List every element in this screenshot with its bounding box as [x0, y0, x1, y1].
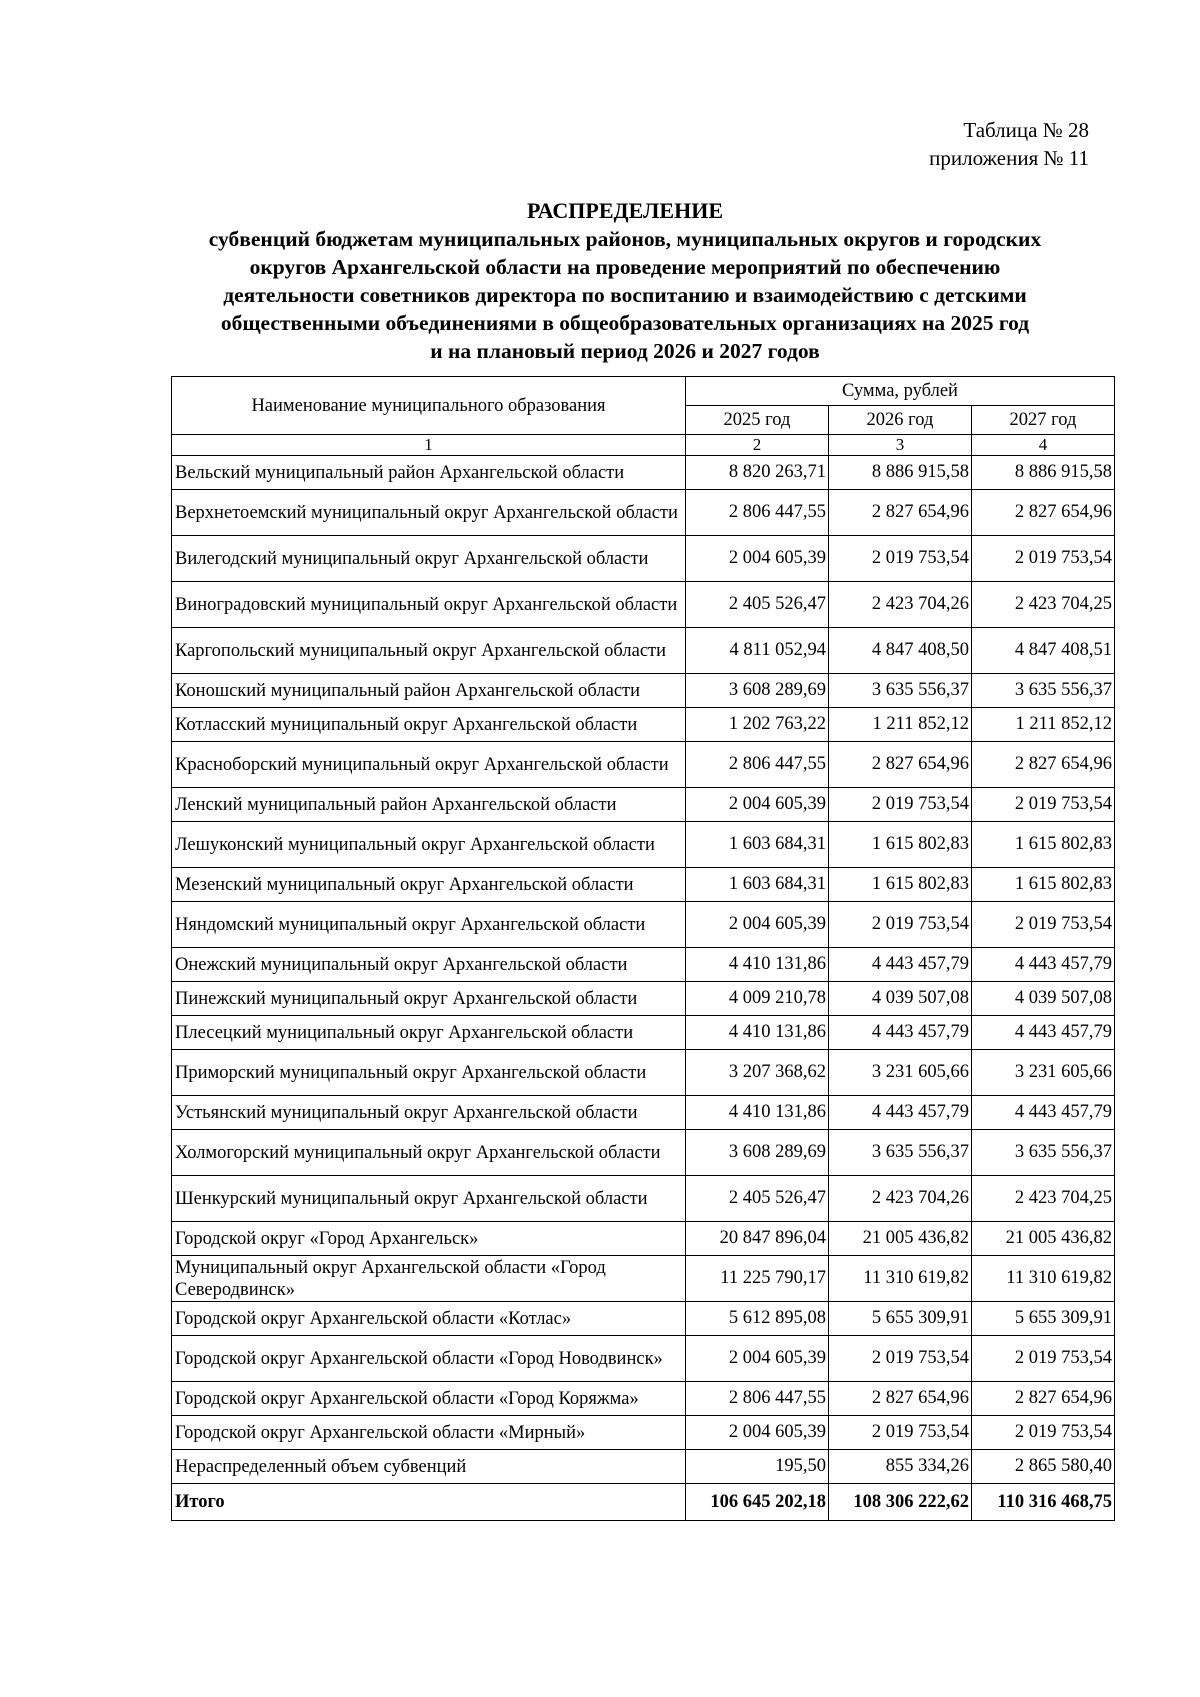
table-row — [172, 788, 1115, 822]
table-row — [172, 1050, 1115, 1096]
total-2025-cell: 106 645 202,18 — [686, 1484, 829, 1521]
title-line-5: и на плановый период 2026 и 2027 годов — [430, 339, 820, 363]
municipality-name-cell: Муниципальный округ Архангельской области «Город Северодвинск» — [172, 1256, 686, 1302]
amount-2025-cell: 4 410 131,86 — [686, 948, 829, 982]
amount-2027-cell: 2 019 753,54 — [972, 536, 1115, 582]
municipality-name-cell: Городской округ Архангельской области «Мирный» — [172, 1416, 686, 1450]
column-header-2025: 2025 год — [686, 406, 829, 435]
municipality-name-cell: Городской округ «Город Архангельск» — [172, 1222, 686, 1256]
amount-2026-cell: 2 019 753,54 — [829, 788, 972, 822]
amount-2027-cell: 4 443 457,79 — [972, 948, 1115, 982]
amount-2027-cell: 2 827 654,96 — [972, 490, 1115, 536]
table-row — [172, 1336, 1115, 1382]
amount-2026-cell: 21 005 436,82 — [829, 1222, 972, 1256]
amount-2025-cell: 4 009 210,78 — [686, 982, 829, 1016]
municipality-name-cell: Ленский муниципальный район Архангельской области — [172, 788, 686, 822]
amount-2025-cell: 3 608 289,69 — [686, 674, 829, 708]
total-2027-cell: 110 316 468,75 — [972, 1484, 1115, 1521]
subvention-table-wrapper — [171, 376, 1114, 1521]
column-index-row — [172, 435, 1115, 456]
amount-2026-cell: 5 655 309,91 — [829, 1302, 972, 1336]
amount-2027-cell: 11 310 619,82 — [972, 1256, 1115, 1302]
municipality-name-cell: Виноградовский муниципальный округ Архангельской области — [172, 582, 686, 628]
table-row — [172, 982, 1115, 1016]
table-row — [172, 1016, 1115, 1050]
amount-2027-cell: 2 019 753,54 — [972, 788, 1115, 822]
amount-2027-cell: 2 423 704,25 — [972, 582, 1115, 628]
amount-2025-cell: 1 202 763,22 — [686, 708, 829, 742]
subvention-table — [171, 376, 1115, 1521]
amount-2025-cell: 2 004 605,39 — [686, 788, 829, 822]
table-reference — [929, 116, 1089, 172]
amount-2027-cell: 2 865 580,40 — [972, 1450, 1115, 1484]
table-row — [172, 948, 1115, 982]
municipality-name-cell: Котласский муниципальный округ Архангельской области — [172, 708, 686, 742]
amount-2027-cell: 3 635 556,37 — [972, 674, 1115, 708]
amount-2027-cell: 2 019 753,54 — [972, 1416, 1115, 1450]
municipality-name-cell: Шенкурский муниципальный округ Архангельской области — [172, 1176, 686, 1222]
municipality-name-cell: Устьянский муниципальный округ Архангельской области — [172, 1096, 686, 1130]
table-row — [172, 742, 1115, 788]
municipality-name-cell: Онежский муниципальный округ Архангельской области — [172, 948, 686, 982]
municipality-name-cell: Няндомский муниципальный округ Архангельской области — [172, 902, 686, 948]
table-row — [172, 456, 1115, 490]
municipality-name-cell: Городской округ Архангельской области «Город Коряжма» — [172, 1382, 686, 1416]
amount-2026-cell: 4 039 507,08 — [829, 982, 972, 1016]
amount-2026-cell: 4 443 457,79 — [829, 1096, 972, 1130]
amount-2026-cell: 1 615 802,83 — [829, 822, 972, 868]
table-row — [172, 868, 1115, 902]
amount-2026-cell: 2 827 654,96 — [829, 1382, 972, 1416]
municipality-name-cell: Холмогорский муниципальный округ Архангельской области — [172, 1130, 686, 1176]
column-header-name: Наименование муниципального образования — [172, 377, 686, 435]
amount-2026-cell: 8 886 915,58 — [829, 456, 972, 490]
title-line-2: округов Архангельской области на проведение мероприятий по обеспечению — [249, 255, 1001, 279]
table-row — [172, 1096, 1115, 1130]
amount-2025-cell: 5 612 895,08 — [686, 1302, 829, 1336]
amount-2027-cell: 8 886 915,58 — [972, 456, 1115, 490]
table-row — [172, 708, 1115, 742]
amount-2027-cell: 2 019 753,54 — [972, 1336, 1115, 1382]
table-row — [172, 902, 1115, 948]
amount-2026-cell: 2 423 704,26 — [829, 582, 972, 628]
municipality-name-cell: Приморский муниципальный округ Архангельской области — [172, 1050, 686, 1096]
municipality-name-cell: Коношский муниципальный район Архангельской области — [172, 674, 686, 708]
amount-2026-cell: 2 019 753,54 — [829, 902, 972, 948]
amount-2025-cell: 8 820 263,71 — [686, 456, 829, 490]
total-label-cell: Итого — [172, 1484, 686, 1521]
amount-2025-cell: 1 603 684,31 — [686, 822, 829, 868]
amount-2025-cell: 1 603 684,31 — [686, 868, 829, 902]
amount-2026-cell: 2 019 753,54 — [829, 536, 972, 582]
amount-2027-cell: 1 615 802,83 — [972, 822, 1115, 868]
amount-2025-cell: 2 004 605,39 — [686, 1416, 829, 1450]
table-row — [172, 1416, 1115, 1450]
municipality-name-cell: Мезенский муниципальный округ Архангельской области — [172, 868, 686, 902]
amount-2026-cell: 3 635 556,37 — [829, 1130, 972, 1176]
municipality-name-cell: Каргопольский муниципальный округ Архангельской области — [172, 628, 686, 674]
column-index: 1 — [172, 435, 686, 456]
column-index: 3 — [829, 435, 972, 456]
amount-2027-cell: 2 827 654,96 — [972, 742, 1115, 788]
amount-2025-cell: 195,50 — [686, 1450, 829, 1484]
amount-2026-cell: 4 443 457,79 — [829, 1016, 972, 1050]
table-body — [172, 435, 1115, 1521]
amount-2027-cell: 4 443 457,79 — [972, 1016, 1115, 1050]
column-index: 2 — [686, 435, 829, 456]
amount-2027-cell: 3 635 556,37 — [972, 1130, 1115, 1176]
amount-2025-cell: 2 004 605,39 — [686, 1336, 829, 1382]
amount-2027-cell: 4 443 457,79 — [972, 1096, 1115, 1130]
table-row — [172, 582, 1115, 628]
amount-2027-cell: 21 005 436,82 — [972, 1222, 1115, 1256]
amount-2027-cell: 2 423 704,25 — [972, 1176, 1115, 1222]
municipality-name-cell: Верхнетоемский муниципальный округ Архангельской области — [172, 490, 686, 536]
amount-2027-cell: 2 019 753,54 — [972, 902, 1115, 948]
column-index: 4 — [972, 435, 1115, 456]
table-row — [172, 674, 1115, 708]
column-header-2027: 2027 год — [972, 406, 1115, 435]
title-main: РАСПРЕДЕЛЕНИЕ — [526, 198, 723, 223]
table-row — [172, 1256, 1115, 1302]
municipality-name-cell: Красноборский муниципальный округ Архангельской области — [172, 742, 686, 788]
municipality-name-cell: Нераспределенный объем субвенций — [172, 1450, 686, 1484]
total-row — [172, 1484, 1115, 1521]
municipality-name-cell: Вилегодский муниципальный округ Архангельской области — [172, 536, 686, 582]
amount-2027-cell: 3 231 605,66 — [972, 1050, 1115, 1096]
table-number: Таблица № 28 — [963, 118, 1089, 142]
amount-2025-cell: 2 806 447,55 — [686, 490, 829, 536]
table-row — [172, 628, 1115, 674]
amount-2025-cell: 11 225 790,17 — [686, 1256, 829, 1302]
amount-2026-cell: 1 615 802,83 — [829, 868, 972, 902]
municipality-name-cell: Плесецкий муниципальный округ Архангельской области — [172, 1016, 686, 1050]
amount-2027-cell: 2 827 654,96 — [972, 1382, 1115, 1416]
amount-2027-cell: 4 039 507,08 — [972, 982, 1115, 1016]
table-row — [172, 1130, 1115, 1176]
column-header-2026: 2026 год — [829, 406, 972, 435]
table-row — [172, 1382, 1115, 1416]
amount-2025-cell: 4 410 131,86 — [686, 1096, 829, 1130]
title-line-1: субвенций бюджетам муниципальных районов, муниципальных округов и городских — [208, 227, 1042, 251]
amount-2026-cell: 2 827 654,96 — [829, 490, 972, 536]
municipality-name-cell: Городской округ Архангельской области «Город Новодвинск» — [172, 1336, 686, 1382]
column-header-sum: Сумма, рублей — [686, 377, 1115, 406]
amount-2025-cell: 20 847 896,04 — [686, 1222, 829, 1256]
amount-2026-cell: 3 231 605,66 — [829, 1050, 972, 1096]
amount-2025-cell: 4 410 131,86 — [686, 1016, 829, 1050]
amount-2026-cell: 11 310 619,82 — [829, 1256, 972, 1302]
title-line-3: деятельности советников директора по воспитанию и взаимодействию с детскими — [223, 283, 1027, 307]
municipality-name-cell: Лешуконский муниципальный округ Архангельской области — [172, 822, 686, 868]
amount-2026-cell: 2 019 753,54 — [829, 1336, 972, 1382]
total-2026-cell: 108 306 222,62 — [829, 1484, 972, 1521]
appendix-number: приложения № 11 — [929, 146, 1089, 170]
amount-2025-cell: 2 806 447,55 — [686, 742, 829, 788]
table-row — [172, 1222, 1115, 1256]
table-row — [172, 1176, 1115, 1222]
amount-2026-cell: 1 211 852,12 — [829, 708, 972, 742]
amount-2025-cell: 3 207 368,62 — [686, 1050, 829, 1096]
amount-2027-cell: 1 615 802,83 — [972, 868, 1115, 902]
amount-2025-cell: 2 405 526,47 — [686, 1176, 829, 1222]
amount-2025-cell: 2 405 526,47 — [686, 582, 829, 628]
table-row — [172, 490, 1115, 536]
amount-2026-cell: 3 635 556,37 — [829, 674, 972, 708]
table-row — [172, 1450, 1115, 1484]
amount-2027-cell: 5 655 309,91 — [972, 1302, 1115, 1336]
municipality-name-cell: Городской округ Архангельской области «Котлас» — [172, 1302, 686, 1336]
amount-2026-cell: 4 847 408,50 — [829, 628, 972, 674]
amount-2026-cell: 2 827 654,96 — [829, 742, 972, 788]
table-row — [172, 822, 1115, 868]
municipality-name-cell: Вельский муниципальный район Архангельской области — [172, 456, 686, 490]
amount-2026-cell: 2 019 753,54 — [829, 1416, 972, 1450]
table-row — [172, 1302, 1115, 1336]
document-title — [150, 197, 1100, 365]
amount-2026-cell: 2 423 704,26 — [829, 1176, 972, 1222]
amount-2025-cell: 2 004 605,39 — [686, 902, 829, 948]
title-line-4: общественными объединениями в общеобразовательных организациях на 2025 год — [220, 311, 1030, 335]
amount-2027-cell: 4 847 408,51 — [972, 628, 1115, 674]
amount-2026-cell: 4 443 457,79 — [829, 948, 972, 982]
amount-2027-cell: 1 211 852,12 — [972, 708, 1115, 742]
amount-2026-cell: 855 334,26 — [829, 1450, 972, 1484]
amount-2025-cell: 2 004 605,39 — [686, 536, 829, 582]
amount-2025-cell: 3 608 289,69 — [686, 1130, 829, 1176]
table-row — [172, 536, 1115, 582]
amount-2025-cell: 2 806 447,55 — [686, 1382, 829, 1416]
amount-2025-cell: 4 811 052,94 — [686, 628, 829, 674]
municipality-name-cell: Пинежский муниципальный округ Архангельской области — [172, 982, 686, 1016]
